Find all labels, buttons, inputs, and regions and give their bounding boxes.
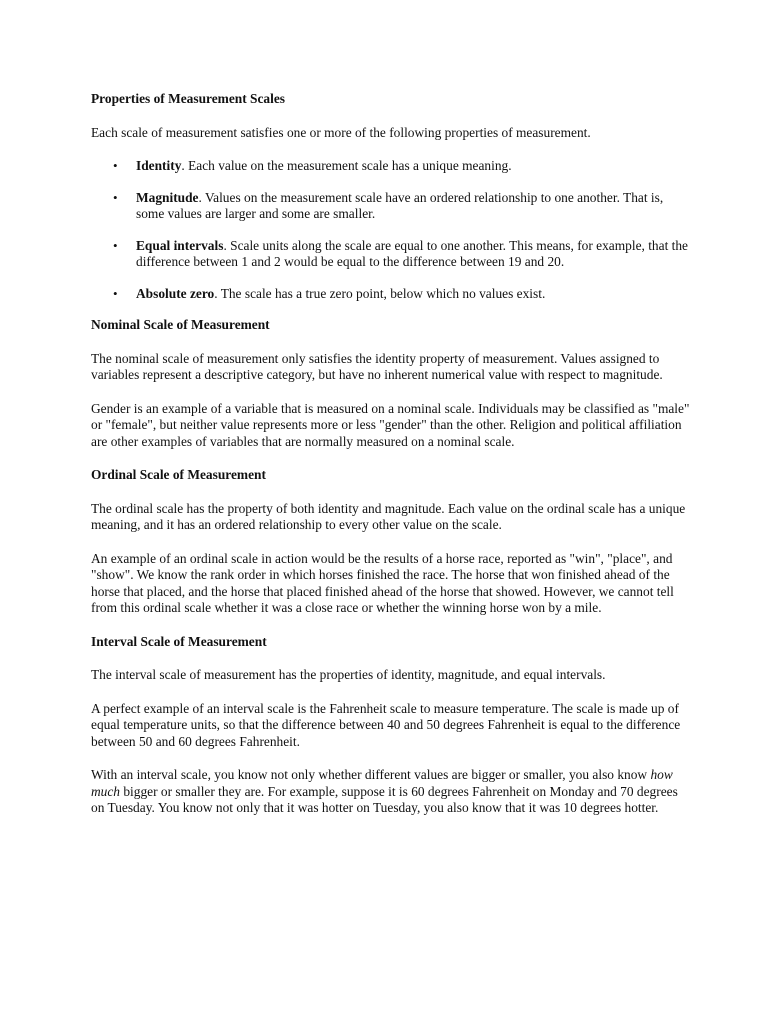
list-item [91, 190, 691, 223]
interval-p3-italic: how much [91, 767, 673, 799]
interval-p3-before: With an interval scale, you know not only whether different values are bigger or smaller, you also know [91, 767, 651, 782]
property-text: . The scale has a true zero point, below which no values exist. [214, 285, 546, 301]
properties-intro: Each scale of measurement satisfies one or more of the following properties of measurement. [91, 124, 591, 140]
list-item [91, 286, 691, 303]
nominal-paragraph-1: The nominal scale of measurement only satisfies the identity property of measurement. Values assigned to variables represent a descriptive category, but have no inherent numerical value with respect to magnitude. [91, 350, 663, 382]
bullet-icon: • [113, 158, 118, 173]
heading-nominal: Nominal Scale of Measurement [91, 317, 270, 332]
bullet-icon: • [113, 285, 118, 301]
nominal-paragraph-2: Gender is an example of a variable that is measured on a nominal scale. Individuals may be classified as "male" or "female", but neither value represents more or less "gender" than the other. Religion and political affiliation are other examples of variables that are normally measured on a nominal scale. [91, 400, 690, 449]
ordinal-paragraph-2: An example of an ordinal scale in action would be the results of a horse race, reported as "win", "place", and "show". We know the rank order in which horses finished the race. The horse that won finished ahead of the horse that placed, and the horse that placed finished ahead of the horse that showed. However, we cannot tell from this ordinal scale whether it was a close race or whether the winning horse won by a mile. [91, 550, 674, 615]
property-text: . Each value on the measurement scale has a unique meaning. [181, 158, 512, 173]
heading-interval: Interval Scale of Measurement [91, 633, 267, 649]
ordinal-paragraph-1: The ordinal scale has the property of both identity and magnitude. Each value on the ordinal scale has a unique meaning, and it has an ordered relationship to every other value on the scale. [91, 500, 686, 532]
property-term: Absolute zero [136, 285, 215, 301]
document-page [91, 91, 691, 834]
property-text: . Scale units along the scale are equal to one another. This means, for example, that the difference between 1 and 2 would be equal to the difference between 19 and 20. [136, 237, 688, 269]
property-term: Identity [136, 158, 182, 173]
list-item [91, 158, 691, 175]
property-term: Equal intervals [136, 237, 224, 253]
list-item [91, 238, 691, 271]
heading-ordinal: Ordinal Scale of Measurement [91, 467, 266, 482]
interval-paragraph-2: A perfect example of an interval scale is the Fahrenheit scale to measure temperature. The scale is made up of equal temperature units, so that the difference between 40 and 50 degrees Fahrenheit is equal to the difference between 50 and 60 degrees Fahrenheit. [91, 700, 681, 749]
property-term: Magnitude [136, 189, 199, 205]
properties-list [91, 158, 691, 302]
bullet-icon: • [113, 189, 118, 205]
interval-paragraph-3 [91, 767, 691, 817]
bullet-icon: • [113, 237, 118, 253]
interval-paragraph-1: The interval scale of measurement has the properties of identity, magnitude, and equal intervals. [91, 667, 606, 682]
interval-p3-after: bigger or smaller they are. For example, suppose it is 60 degrees Fahrenheit on Monday and 70 degrees on Tuesday. You know not only that it was hotter on Tuesday, you also know that it was 10 degrees hotter. [91, 783, 678, 815]
property-text: . Values on the measurement scale have an ordered relationship to one another. That is, some values are larger and some are smaller. [136, 189, 664, 221]
heading-properties: Properties of Measurement Scales [91, 91, 285, 106]
